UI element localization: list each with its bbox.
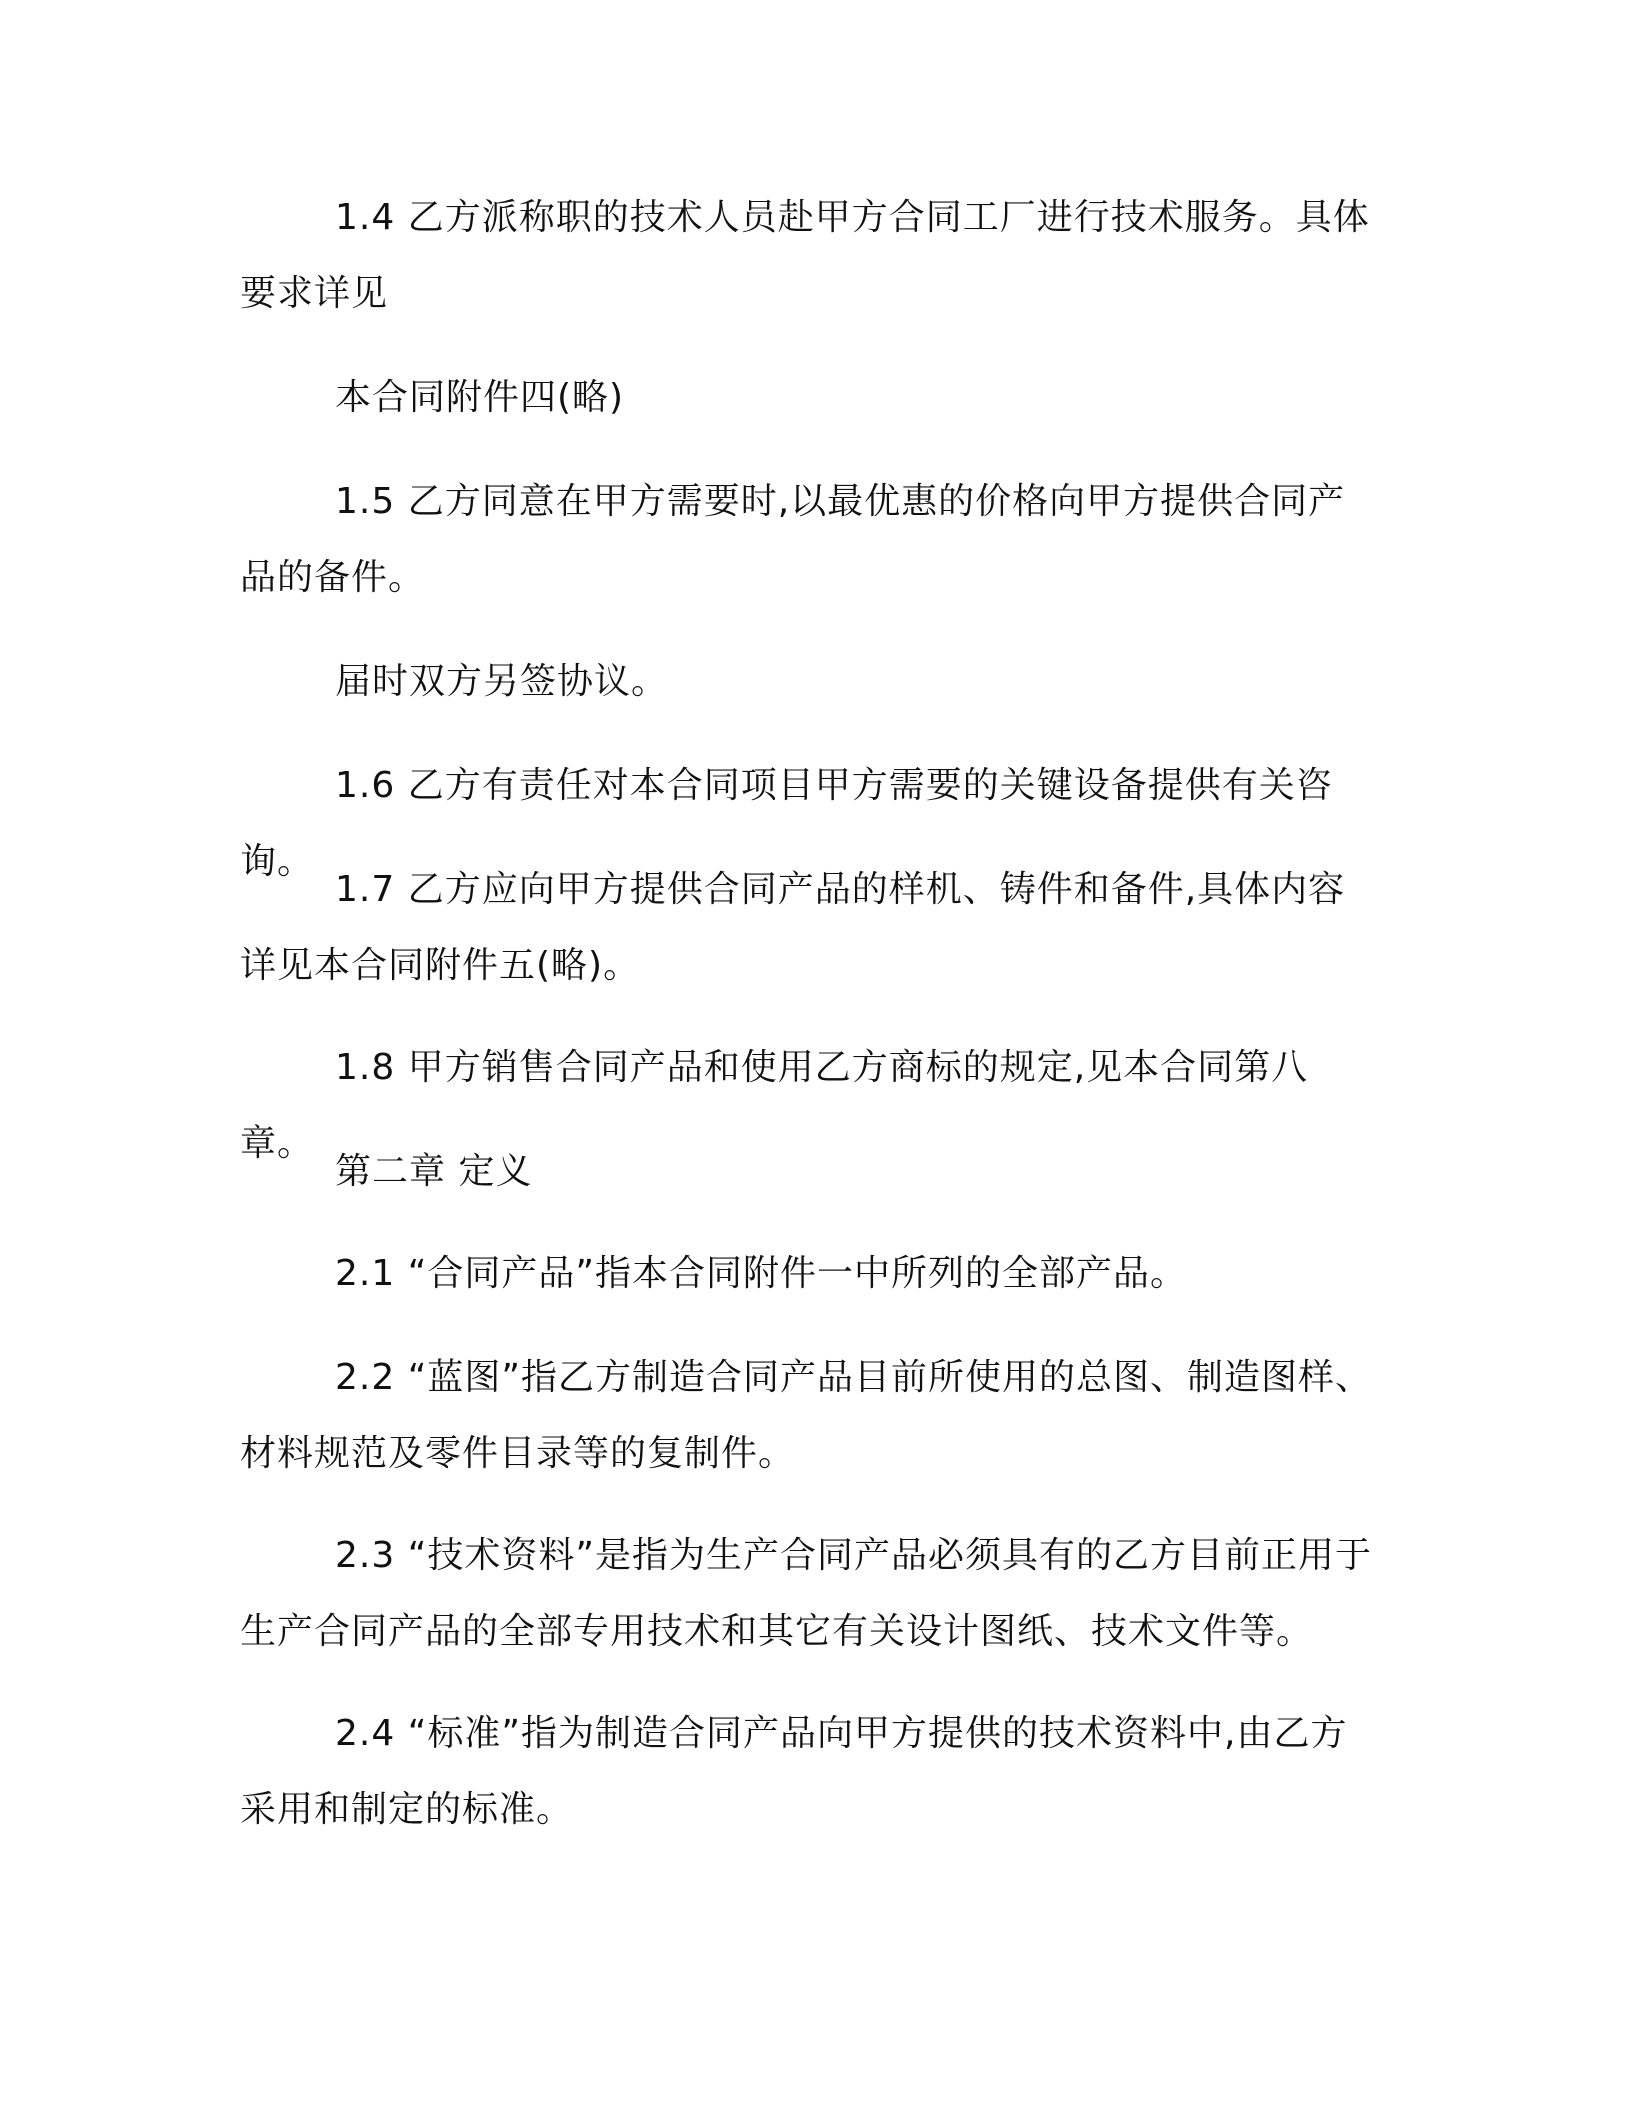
paragraph-1-8: 1.8 甲方销售合同产品和使用乙方商标的规定,见本合同第八章。	[240, 1047, 1309, 1164]
paragraph-1-4: 1.4 乙方派称职的技术人员赴甲方合同工厂进行技术服务。具体要求详见	[240, 197, 1370, 314]
paragraph-2-3: 2.3 “技术资料”是指为生产合同产品必须具有的乙方目前正用于生产合同产品的全部专用技术和其它有关设计图纸、技术文件等。	[240, 1535, 1372, 1652]
paragraph-annex-4: 本合同附件四(略)	[335, 377, 625, 418]
paragraph-2-4: 2.4 “标准”指为制造合同产品向甲方提供的技术资料中,由乙方采用和制定的标准。	[240, 1713, 1348, 1830]
chapter-heading: 第二章 定义	[335, 1151, 533, 1192]
paragraph-2-2: 2.2 “蓝图”指乙方制造合同产品目前所使用的总图、制造图样、材料规范及零件目录等的复制件。	[240, 1357, 1372, 1474]
paragraph-2-1: 2.1 “合同产品”指本合同附件一中所列的全部产品。	[335, 1253, 1187, 1294]
paragraph-1-5: 1.5 乙方同意在甲方需要时,以最优惠的价格向甲方提供合同产品的备件。	[240, 481, 1346, 598]
paragraph-1-7: 1.7 乙方应向甲方提供合同产品的样机、铸件和备件,具体内容详见本合同附件五(略)。	[240, 869, 1346, 986]
paragraph-agreement: 届时双方另签协议。	[335, 661, 669, 702]
paragraph-1-6: 1.6 乙方有责任对本合同项目甲方需要的关键设备提供有关咨询。	[240, 765, 1333, 882]
